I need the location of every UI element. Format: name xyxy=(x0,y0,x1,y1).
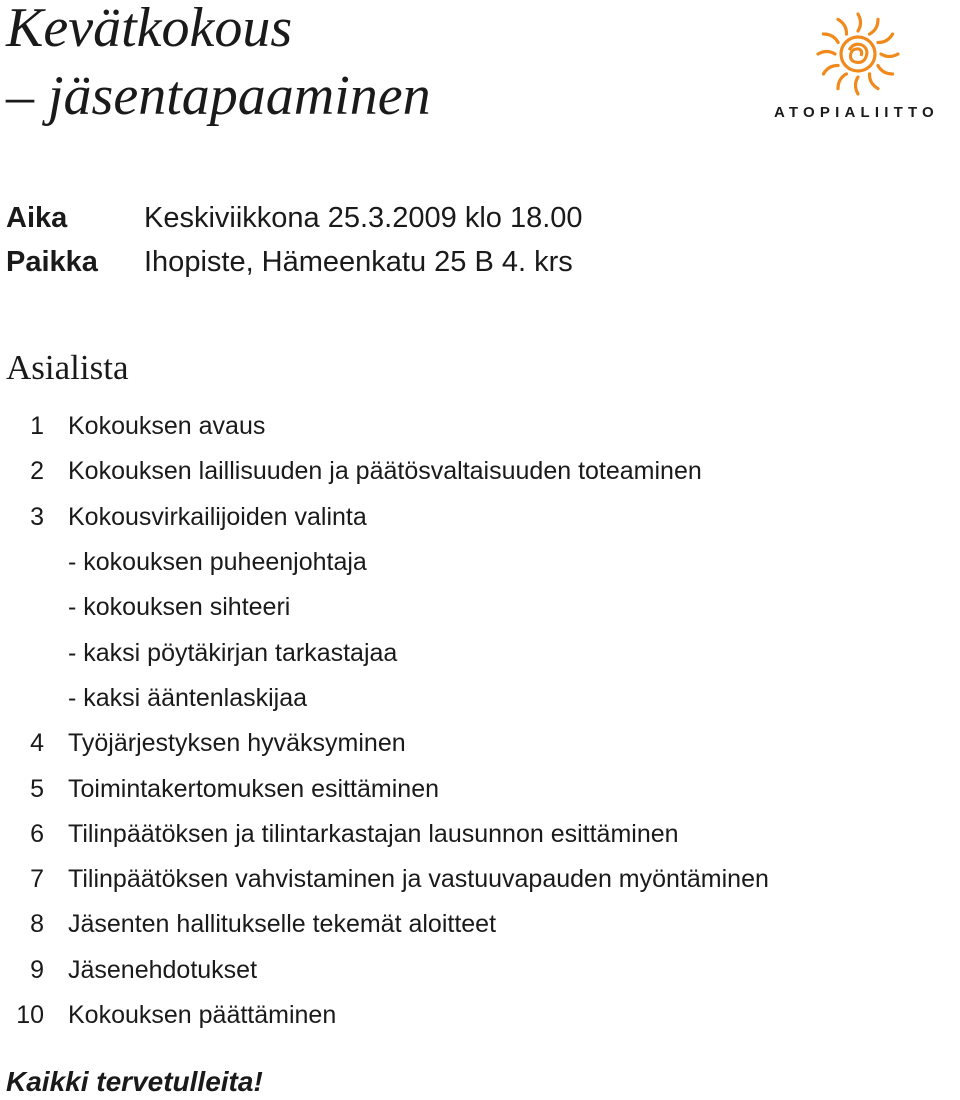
agenda-item xyxy=(0,766,769,811)
agenda-number: 1 xyxy=(30,412,44,441)
agenda-number: 2 xyxy=(30,457,44,486)
agenda-number: 6 xyxy=(30,819,44,848)
agenda-number: 10 xyxy=(16,1001,44,1029)
meta-row-time xyxy=(6,196,583,240)
agenda-number: 3 xyxy=(30,502,44,531)
sun-ray xyxy=(878,34,893,43)
page-title xyxy=(6,0,431,130)
agenda-text: Jäsenten hallitukselle tekemät aloitteet xyxy=(68,910,497,939)
agenda-subitem xyxy=(0,540,769,585)
sun-ray xyxy=(823,34,838,43)
meta-label: Aika xyxy=(6,201,68,234)
agenda-text: - kokouksen sihteeri xyxy=(68,593,291,622)
sun-ray xyxy=(856,77,859,94)
title-line-2: – jäsentapaaminen xyxy=(6,65,431,127)
sun-ray xyxy=(858,14,861,31)
agenda-text: Tilinpäätöksen vahvistaminen ja vastuuvapauden myöntäminen xyxy=(68,865,769,894)
meta-label: Paikka xyxy=(6,245,98,278)
agenda-list xyxy=(0,404,769,1038)
sun-ray xyxy=(818,52,835,55)
agenda-item xyxy=(0,495,769,540)
logo-text: ATOPIALIITTO xyxy=(774,104,939,121)
agenda-item xyxy=(0,721,769,766)
agenda-text: Kokousvirkailijoiden valinta xyxy=(68,502,367,531)
agenda-subitem xyxy=(0,585,769,630)
agenda-item xyxy=(0,812,769,857)
agenda-text: - kaksi ääntenlaskijaa xyxy=(68,683,308,712)
meta-value: Ihopiste, Hämeenkatu 25 B 4. krs xyxy=(144,245,573,278)
agenda-item xyxy=(0,948,769,993)
agenda-text: Tilinpäätöksen ja tilintarkastajan lausunnon esittäminen xyxy=(68,819,679,848)
sun-ray xyxy=(838,74,847,89)
sun-ray xyxy=(878,66,893,75)
agenda-text: Kokouksen avaus xyxy=(68,412,266,441)
agenda-number: 7 xyxy=(30,865,44,894)
meta-row-place xyxy=(6,240,583,284)
agenda-subitem xyxy=(0,676,769,721)
agenda-number: 4 xyxy=(30,729,44,758)
agenda-item xyxy=(0,857,769,902)
sun-ray xyxy=(823,65,838,74)
sun-ray xyxy=(870,19,879,34)
agenda-text: Jäsenehdotukset xyxy=(68,955,258,984)
agenda-heading: Asialista xyxy=(6,348,129,387)
title-line-1: Kevätkokous xyxy=(6,0,293,59)
agenda-number: 9 xyxy=(30,955,44,984)
agenda-number: 5 xyxy=(30,774,44,803)
agenda-text: - kokouksen puheenjohtaja xyxy=(68,548,367,577)
sun-ray xyxy=(869,74,878,89)
closing-text: Kaikki tervetulleita! xyxy=(6,1066,263,1097)
agenda-text: Työjärjestyksen hyväksyminen xyxy=(68,729,406,758)
agenda-text: Kokouksen laillisuuden ja päätösvaltaisuuden toteaminen xyxy=(68,457,702,486)
meta-value: Keskiviikkona 25.3.2009 klo 18.00 xyxy=(144,201,583,234)
agenda-item xyxy=(0,449,769,494)
agenda-item xyxy=(0,902,769,947)
sun-ray xyxy=(881,54,898,57)
agenda-number: 8 xyxy=(30,910,44,939)
event-details xyxy=(6,196,583,284)
sun-icon xyxy=(810,8,906,100)
agenda-subitem xyxy=(0,630,769,675)
agenda-text: Kokouksen päättäminen xyxy=(68,1001,337,1029)
agenda-text: - kaksi pöytäkirjan tarkastajaa xyxy=(68,638,398,667)
sun-ray xyxy=(838,19,847,34)
agenda-text: Toimintakertomuksen esittäminen xyxy=(68,774,439,803)
agenda-item xyxy=(0,404,769,449)
atopialiitto-logo xyxy=(772,8,960,122)
agenda-item xyxy=(0,993,769,1038)
